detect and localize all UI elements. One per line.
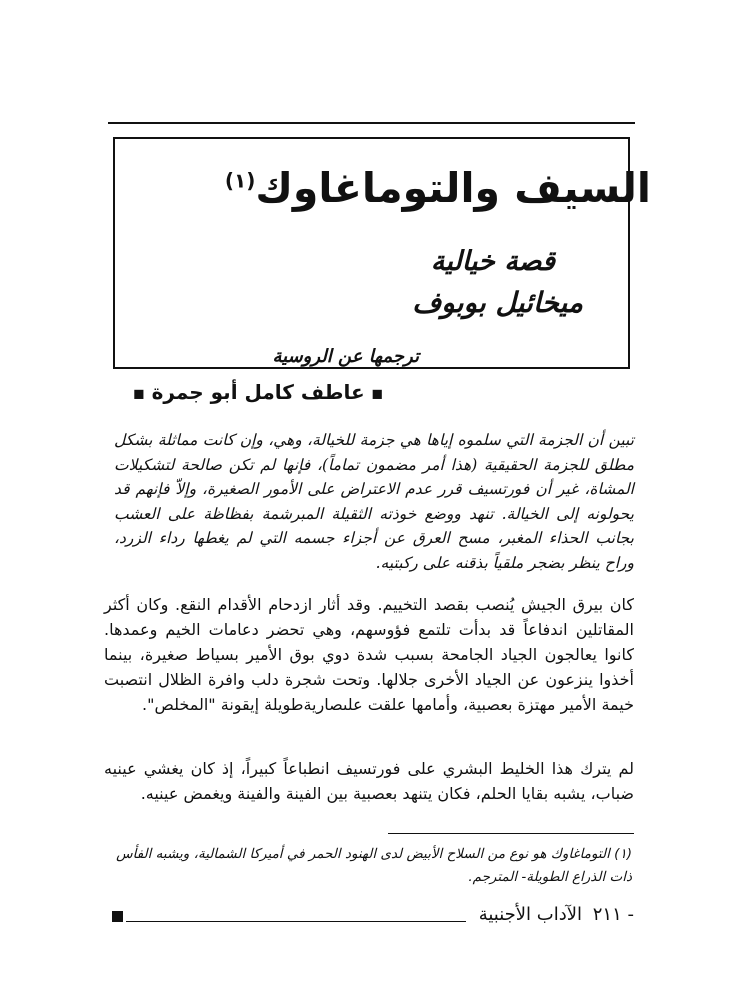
top-rule (108, 122, 635, 124)
translated-from-label: ترجمها عن الروسية (266, 346, 425, 367)
footer-square-icon (112, 911, 123, 922)
author-name: ميخائيل بوبوف (412, 286, 583, 319)
article-subtitle: قصة خيالية (430, 246, 555, 277)
footer-rule (126, 921, 466, 922)
body-paragraph-1: تبين أن الجزمة التي سلموه إياها هي جزمة للخيالة، وهي، وإن كانت مماثلة بشكل مطلق للجزمة الحقيقية (هذا أمر مضمون تماماً)، فإنها لم تكن صالحة لتشكيلات المشاة، غير أن فورتسيف قرر عدم الاعتراض على الأمور الصغيرة، وإلاّ فإنهم قد يحولونه إلى الخيالة. تنهد ووضع خوذته الثقيلة المبرشمة بفظاظة على العشب بجانب الحذاء المغبر، مسح العرق عن أجزاء جسمه التي لم يغطها رداء الزرد، وراح ينظر بضجر ملقياً بذقنه على ركبتيه. (114, 431, 634, 572)
body-paragraph-3: لم يترك هذا الخليط البشري على فورتسيف انطباعاً كبيراً، إذ كان يغشي عينيه ضباب، يشبه بقايا الحلم، فكان يتنهد بعصبية بين الفينة والفينة ويغمض عينيه. (104, 759, 634, 803)
article-title (224, 164, 651, 212)
title-text: السيف والتوماغاوك (255, 164, 651, 212)
footnote-marker: (١) (614, 846, 632, 862)
footnote-text: التوماغاوك هو نوع من السلاح الأبيض لدى الهنود الحمر في أميركا الشمالية، ويشبه الفأس ذات الذراع الطويلة- المترجم. (116, 846, 632, 885)
translator-line (133, 380, 383, 404)
square-bullet-icon: ■ (133, 386, 145, 401)
footnote (104, 843, 632, 889)
title-footnote-marker: (١) (224, 168, 256, 193)
translator-name: عاطف كامل أبو جمرة (151, 380, 365, 404)
journal-name: الآداب الأجنبية (478, 904, 582, 925)
page-number: ٢١١ - (592, 904, 634, 925)
body-paragraph-2: كان بيرق الجيش يُنصب بقصد التخييم. وقد أثار ازدحام الأقدام النقع. وكان أكثر المقاتلين اندفاعاً قد بدأت تلتمع فؤوسهم، وهي تحضر دعامات الخيم وعمدها. كانوا يعالجون الجياد الجامحة بسبب شدة دوي بوق الأمير بسياط صغيرة، بينما أخذوا ينزعون عن الجياد الأخرى جلالها. وتحت شجرة دلب وافرة الظلال انتصبت خيمة الأمير مهتزة بعصبية، وأمامها علقت علىصاريةطويلة إيقونة "المخلص". (104, 595, 634, 714)
square-bullet-icon: ■ (371, 386, 383, 401)
page-footer (112, 904, 634, 930)
footnote-rule (388, 833, 634, 834)
